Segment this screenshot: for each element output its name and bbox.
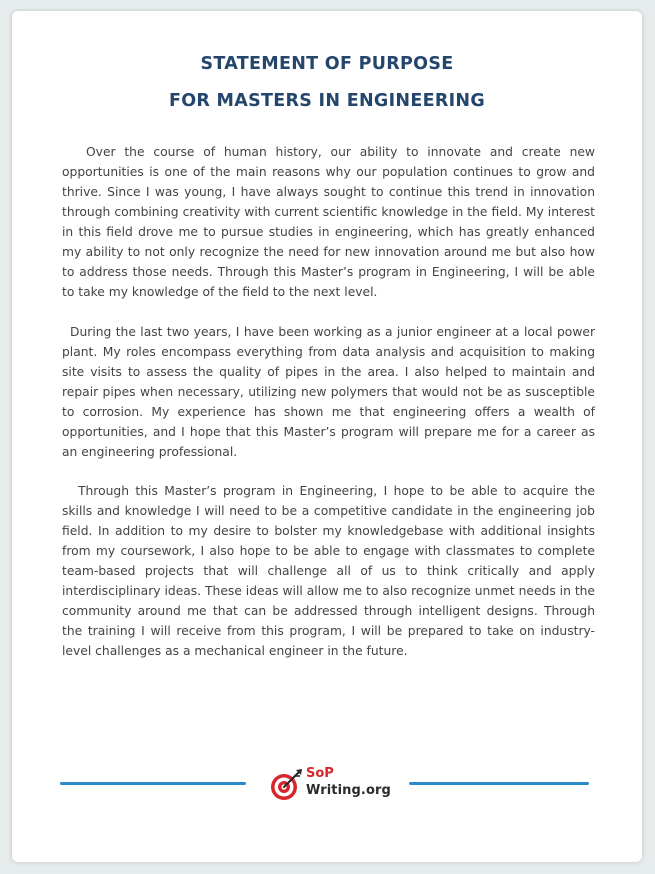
footer-rule-right bbox=[409, 782, 589, 785]
title-line-1: STATEMENT OF PURPOSE bbox=[200, 54, 454, 74]
sop-writing-logo bbox=[269, 765, 399, 805]
paragraph-3: Through this Master’s program in Engineering, I hope to be able to acquire the skills and knowledge I will need to be a competitive candidate in the engineering job field. In addition to my desire to bolster my knowledgebase with additional insights from my coursework, I also hope to be able to engage with classmates to complete team-based projects that will challenge all of us to think critically and apply interdisciplinary ideas. These ideas will allow me to also recognize unmet needs in the community around me that can be addressed through intelligent designs. Through the training I will receive from this program, I will be prepared to take on industry-level challenges as a mechanical engineer in the future. bbox=[62, 484, 595, 658]
logo-text-writing: Writing.org bbox=[306, 783, 391, 798]
target-arrow-icon bbox=[269, 768, 303, 802]
document-page bbox=[12, 11, 642, 862]
footer-rule-left bbox=[60, 782, 246, 785]
paragraph-2: During the last two years, I have been working as a junior engineer at a local power plant. My roles encompass everything from data analysis and acquisition to making site visits to assess the quality of pipes in the area. I also helped to maintain and repair pipes when necessary, utilizing new polymers that would not be as susceptible to corrosion. My experience has shown me that engineering offers a wealth of opportunities, and I hope that this Master’s program will prepare me for a career as an engineering professional. bbox=[62, 325, 595, 459]
title-line-2: FOR MASTERS IN ENGINEERING bbox=[168, 91, 486, 111]
logo-text-sop: SoP bbox=[306, 766, 334, 781]
paragraph-1: Over the course of human history, our ability to innovate and create new opportunities is one of the main reasons why our population continues to grow and thrive. Since I was young, I have always sought to continue this trend in innovation through combining creativity with current scientific knowledge in the field. My interest in this field drove me to pursue studies in engineering, which has greatly enhanced my ability to not only recognize the need for new innovation around me but also how to address those needs. Through this Master’s program in Engineering, I will be able to take my knowledge of the field to the next level. bbox=[62, 145, 595, 299]
